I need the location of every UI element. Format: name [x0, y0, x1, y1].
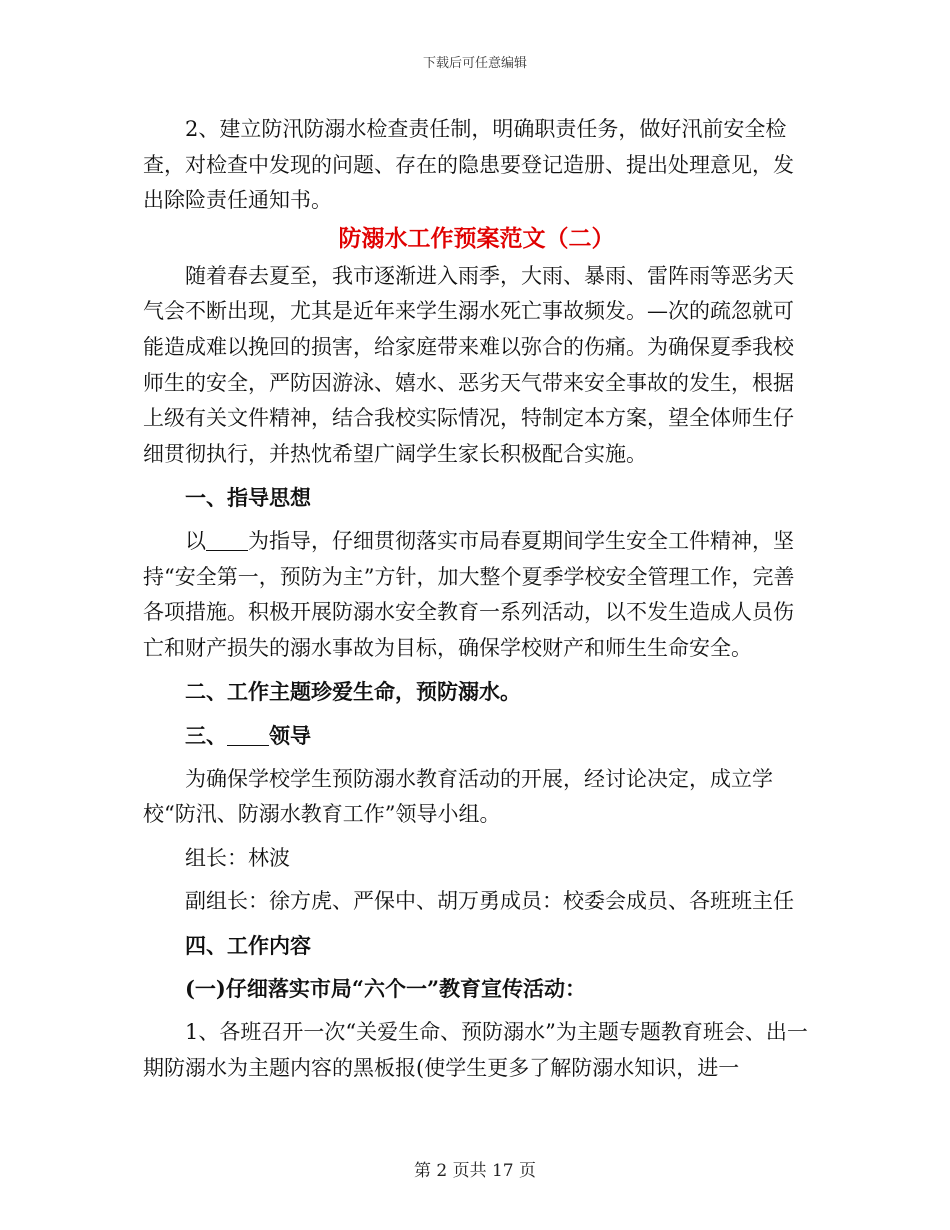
- heading-work-theme: 二、工作主题珍爱生命，预防溺水。: [185, 679, 521, 705]
- paragraph-class-meeting: 1、各班召开一次“关爱生命、预防溺水”为主题专题教育班会、出一期防溺水为主题内容的黑板报(使学生更多了解防溺水知识，进一: [143, 1020, 808, 1080]
- document-body: [143, 112, 810, 1086]
- section-title: 防溺水工作预案范文（二）: [338, 224, 615, 252]
- heading-sub-activities: (一)仔细落实市局“六个一”教育宣传活动：: [185, 976, 587, 1002]
- paragraph-leadership: 为确保学校学生预防溺水教育活动的开展，经讨论决定，成立学校“防汛、防溺水教育工作”领导小组。: [143, 766, 773, 827]
- fill-blank: [227, 725, 269, 746]
- page-header: 下载后可任意编辑: [422, 56, 527, 71]
- heading-prefix: 三、: [185, 722, 227, 748]
- heading-work-content: 四、工作内容: [185, 932, 311, 958]
- page-footer: 第 2 页共 17 页: [413, 1161, 537, 1181]
- intro-paragraph: 2、建立防汛防溺水检查责任制，明确职责任务，做好汛前安全检查，对检查中发现的问题、存在的隐患要登记造册、提出处理意见，发出除险责任通知书。: [143, 117, 794, 213]
- heading-suffix: 领导: [269, 722, 311, 748]
- heading-leadership: [143, 718, 810, 754]
- paragraph-body: 为指导，仔细贯彻落实市局春夏期间学生安全工件精神，坚持“安全第一，预防为主”方针，加大整个夏季学校安全管理工作，完善各项措施。积极开展防溺水安全教育一系列活动，以不发生造成人员伤亡和财产损失的溺水事故为目标，确保学校财产和师生生命安全。: [143, 528, 795, 660]
- paragraph-prefix: 以: [185, 528, 206, 553]
- paragraph-background: 随着春去夏至，我市逐渐进入雨季，大雨、暴雨、雷阵雨等恶劣天气会不断出现，尤其是近年来学生溺水死亡事故频发。—次的疏忽就可能造成难以挽回的损害，给家庭带来难以弥合的伤痛。为确保夏季我校师生的安全，严防因游泳、嬉水、恶劣天气带来安全事故的发生，根据上级有关文件精神，结合我校实际情况，特制定本方案，望全体师生仔细贯彻执行，并热忱希望广阔学生家长积极配合实施。: [143, 263, 794, 466]
- fill-blank: [206, 530, 248, 551]
- heading-guiding-ideology: 一、指导思想: [185, 485, 311, 511]
- leader-line: 组长：林波: [185, 845, 290, 870]
- deputy-line: 副组长：徐方虎、严保中、胡万勇成员：校委会成员、各班班主任: [185, 889, 794, 914]
- paragraph-guiding-ideology: [143, 524, 810, 666]
